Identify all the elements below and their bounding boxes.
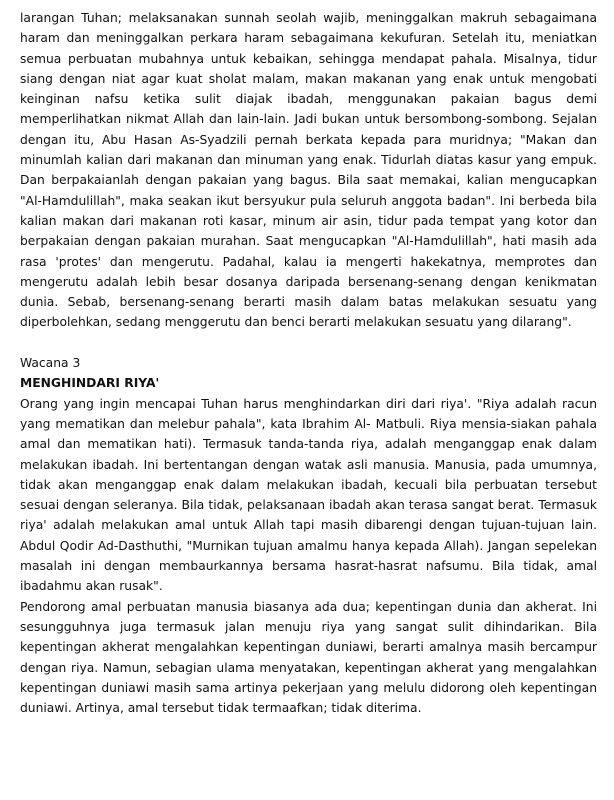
body-paragraph: Orang yang ingin mencapai Tuhan harus menghindarkan diri dari riya'. "Riya adalah racun yang mematikan dan melebur pahala", kata Ibrahim Al- Matbuli. Riya mensia-siakan pahala amal dan mematikan hati). Termasuk tanda-tanda riya, adalah menganggap enak dalam melakukan ibadah. Ini bertentangan dengan watak asli manusia. Manusia, pada umumnya, tidak akan menganggap enak dalam melakukan ibadah, kecuali bila perbuatan tersebut sesuai dengan seleranya. Bila tidak, pelaksanaan ibadah akan terasa sangat berat. Termasuk riya' adalah melakukan amal untuk Allah tapi masih dibarengi dengan tujuan-tujuan lain. Abdul Qodir Ad-Dasthuthi, "Murnikan tujuan amalmu hanya kepada Allah). Jangan sepelekan masalah ini dengan membaurkannya bersama hasrat-hasrat nafsumu. Bila tidak, amal ibadahmu akan rusak". [20,396,597,594]
document-page [20,8,597,718]
paragraph-spacer [20,333,597,353]
section-title: MENGHINDARI RIYA' [20,376,160,391]
section-label: Wacana 3 [20,356,81,371]
body-paragraph: larangan Tuhan; melaksanakan sunnah seolah wajib, meninggalkan makruh sebagaimana haram dan meninggalkan perkara haram sebagaimana kekufuran. Setelah itu, meniatkan semua perbuatan mubahnya untuk kebaikan, sehingga mendapat pahala. Misalnya, tidur siang dengan niat agar kuat sholat malam, makan makanan yang enak untuk mengobati keinginan nafsu ketika sulit diajak ibadah, menggunakan pakaian bagus demi memperlihatkan nikmat Allah dan lain-lain. Jadi bukan untuk bersombong-sombong. Sejalan dengan itu, Abu Hasan As-Syadzili pernah berkata kepada para muridnya; "Makan dan minumlah kalian dari makanan dan minuman yang enak. Tidurlah diatas kasur yang empuk. Dan berpakaianlah dengan pakaian yang bagus. Bila saat memakai, kalian mengucapkan "Al-Hamdulillah", maka seakan ikut bersyukur pula seluruh anggota badan". Ini berbeda bila kalian makan dari makanan roti kasar, minum air asin, tidur pada tempat yang kotor dan berpakaian dengan pakaian murahan. Saat mengucapkan "Al-Hamdulillah", hati masih ada rasa 'protes' dan mengerutu. Padahal, kalau ia mengerti hakekatnya, memprotes dan mengerutu adalah lebih besar dosanya daripada bersenang-senang dengan kenikmatan dunia. Sebab, bersenang-senang berarti masih dalam batas melakukan sesuatu yang diperbolehkan, sedang menggerutu dan benci berarti melakukan sesuatu yang dilarang". [20,11,597,330]
body-paragraph: Pendorong amal perbuatan manusia biasanya ada dua; kepentingan dunia dan akherat. Ini sesungguhnya juga termasuk jalan menuju riya yang sangat sulit dihindarikan. Bila kepentingan akherat mengalahkan kepentingan duniawi, berarti amalnya masih bercampur dengan riya. Namun, sebagian ulama menyatakan, kepentingan akherat yang mengalahkan kepentingan duniawi masih sama artinya pekerjaan yang melulu didorong oleh kepentingan duniawi. Artinya, amal tersebut tidak termaafkan; tidak diterima. [20,599,597,716]
